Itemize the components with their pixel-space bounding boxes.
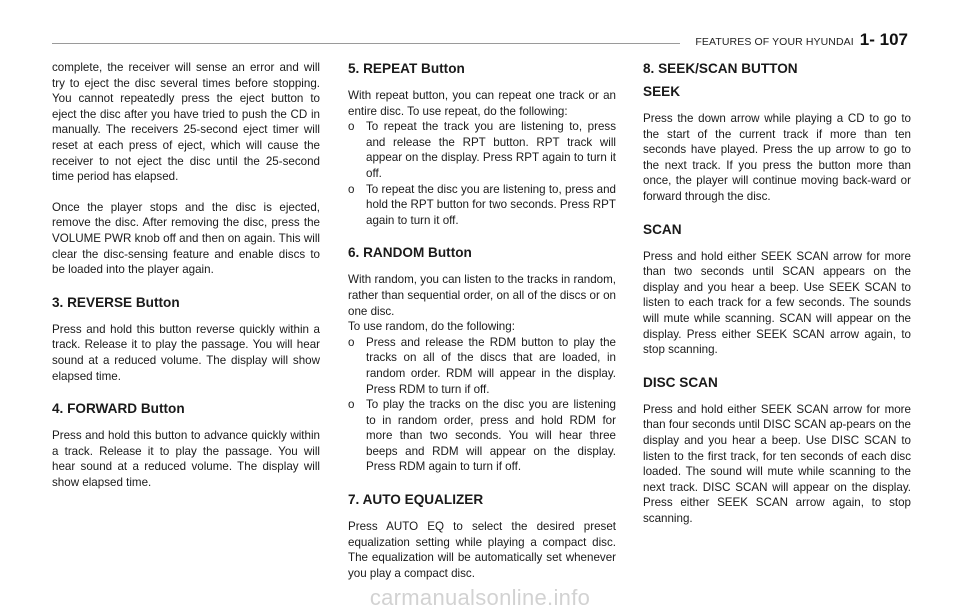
heading-auto-equalizer: 7. AUTO EQUALIZER <box>348 492 484 508</box>
paragraph-remove-disc: Once the player stops and the disc is ejected, remove the disc. After removing the disc, press the VOLUME PWR knob off and then on again. This will clear the disc-sensing feature and enable discs to be loaded into the player again. <box>52 200 320 277</box>
paragraph-eject-error: complete, the receiver will sense an error and will try to eject the disc several times before stopping. You cannot repeatedly press the eject button to eject the disc after you have tried to push the CD in manually. The receivers 25-second eject timer will reset at each press of eject, which will cause the receiver to not eject the disc until the 25-second time period has elapsed. <box>52 61 320 184</box>
heading-disc-scan: DISC SCAN <box>643 374 718 390</box>
bullet-mark: o <box>348 335 355 349</box>
paragraph-random-intro: With random, you can listen to the tracks in random, rather than sequential order, on all of the discs or on one disc. <box>348 273 616 318</box>
bullet-mark: o <box>348 120 355 134</box>
page-header <box>695 30 908 50</box>
bullet-text: To repeat the disc you are listening to, press and hold the RPT button for two seconds. Press RPT again to turn it off. <box>366 182 616 227</box>
paragraph-forward: Press and hold this button to advance quickly within a track. Release it to play the passage. You will hear sound at a reduced volume. The display will show elapsed time. <box>52 429 320 489</box>
list-item <box>348 397 616 475</box>
list-item <box>348 119 616 181</box>
watermark: carmanualsonline.info <box>369 585 591 610</box>
paragraph-repeat-intro: With repeat button, you can repeat one track or an entire disc. To use repeat, do the following: <box>348 89 616 118</box>
list-item <box>348 182 616 229</box>
bullet-mark: o <box>348 182 355 196</box>
bullet-text: Press and release the RDM button to play the tracks on all of the discs that are loaded, in random order. RDM will appear in the display. Press RDM to turn if off. <box>366 335 616 396</box>
paragraph-seek: Press the down arrow while playing a CD to go to the start of the current track if more than ten seconds have played. Press the up arrow to go to the next track. If you press the button more than once, the player will continue moving back-ward or forward through the disc. <box>643 112 911 203</box>
heading-scan: SCAN <box>643 221 682 237</box>
paragraph-disc-scan: Press and hold either SEEK SCAN arrow for more than four seconds until DISC SCAN ap-pears on the display and you hear a beep. Use DISC SCAN to listen to the first track, for ten seconds of each disc loaded. The sound will mute while scanning to the next track. DISC SCAN will appear on the display. Press either SEEK SCAN arrow again, to stop scanning. <box>643 402 911 525</box>
header-rule <box>52 43 680 44</box>
heading-reverse-button: 3. REVERSE Button <box>52 294 180 310</box>
page-number: 1- 107 <box>859 30 908 49</box>
heading-repeat-button: 5. REPEAT Button <box>348 61 465 76</box>
column-middle <box>348 60 616 581</box>
heading-random-button: 6. RANDOM Button <box>348 245 472 261</box>
paragraph-random-intro-2: To use random, do the following: <box>348 320 515 334</box>
bullet-text: To play the tracks on the disc you are listening to in random order, press and hold RDM for more than two seconds. You will hear three beeps and RDM will appear on the display. Press RDM again to turn if off. <box>366 398 616 474</box>
paragraph-scan: Press and hold either SEEK SCAN arrow for more than two seconds until SCAN appears on the display and you hear a beep. Use SEEK SCAN to listen to each track for a few seconds. The sounds will mute while scanning. SCAN will appear on the display. Press either SEEK SCAN arrow again, to stop scanning. <box>643 249 911 357</box>
paragraph-reverse: Press and hold this button reverse quickly within a track. Release it to play the passage. You will hear sound at a reduced volume. The display will show elapsed time. <box>52 322 320 383</box>
heading-seek-scan-button: 8. SEEK/SCAN BUTTON <box>643 61 798 76</box>
header-title: FEATURES OF YOUR HYUNDAI <box>695 36 854 48</box>
heading-seek: SEEK <box>643 84 681 99</box>
column-right <box>643 60 911 526</box>
bullet-mark: o <box>348 398 355 412</box>
paragraph-auto-equalizer: Press AUTO EQ to select the desired preset equalization setting while playing a compact disc. The equalization will be automatically set whenever you play a compact disc. <box>348 520 616 580</box>
bullet-text: To repeat the track you are listening to, press and release the RPT button. RPT track will appear on the display. Press RPT again to turn it off. <box>366 120 616 180</box>
heading-forward-button: 4. FORWARD Button <box>52 401 185 417</box>
column-left <box>52 60 320 490</box>
list-item <box>348 335 616 397</box>
